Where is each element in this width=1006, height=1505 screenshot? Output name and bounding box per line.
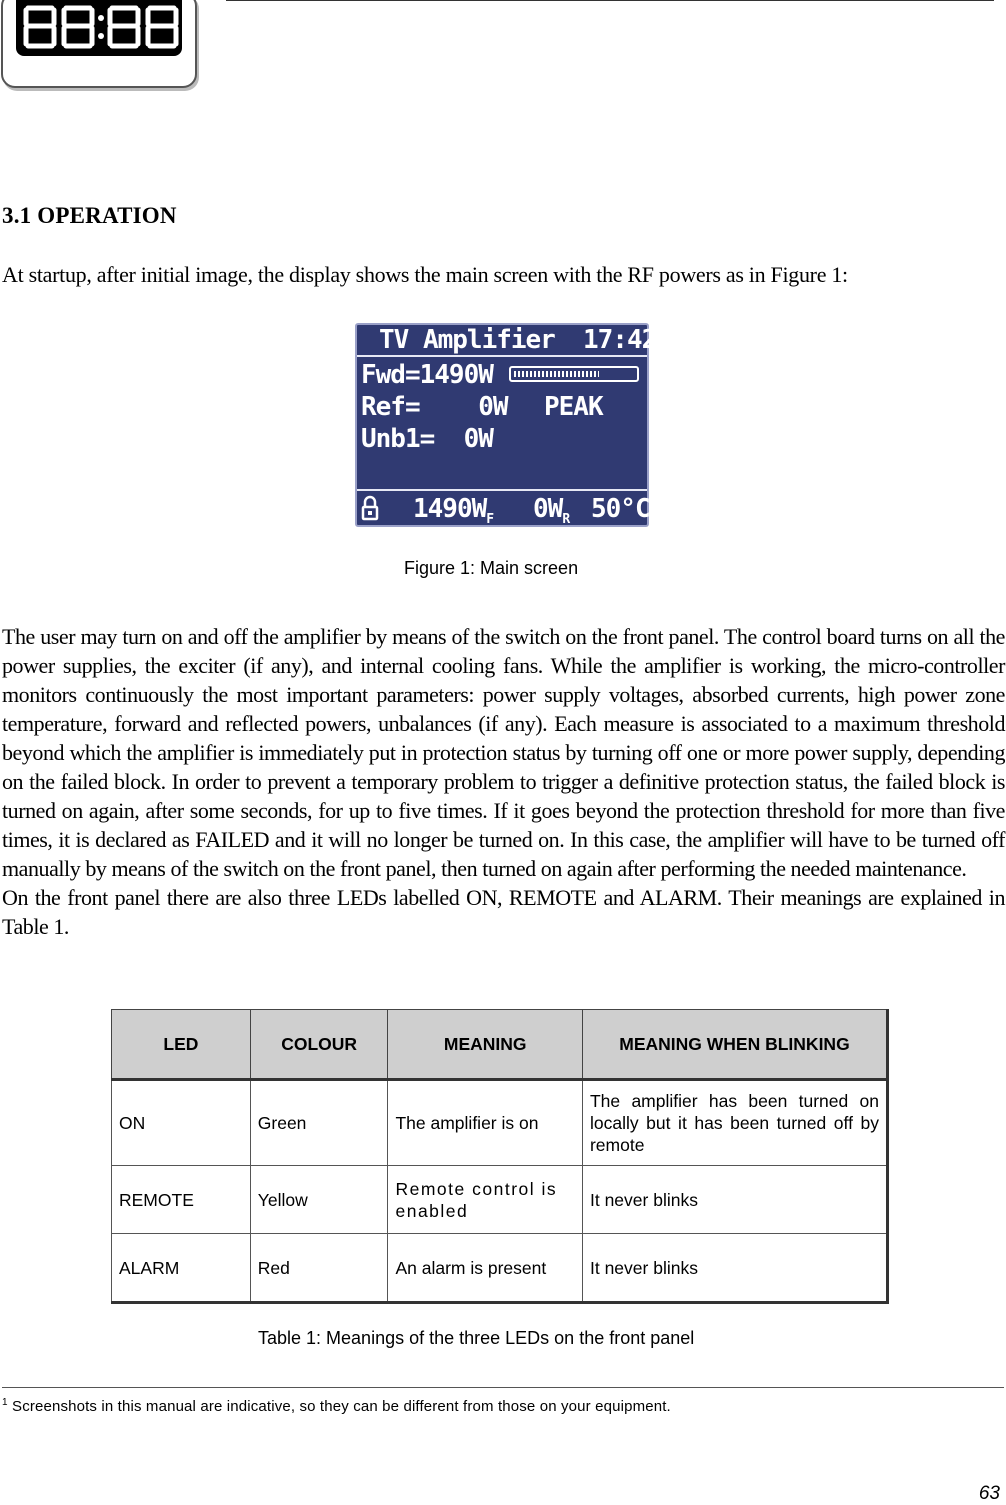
table-cell: Yellow — [250, 1166, 388, 1234]
table-cell: The amplifier is on — [388, 1080, 583, 1166]
seven-segment-clock-icon — [20, 2, 180, 54]
lcd-forward-power: Fwd=1490W — [361, 360, 493, 390]
lcd-forward-total — [413, 495, 493, 534]
lcd-temperature: 50°C — [591, 494, 650, 524]
section-title: 3.1 OPERATION — [2, 203, 177, 228]
table-cell: ALARM — [112, 1234, 251, 1303]
lock-icon — [361, 495, 379, 521]
lcd-reflected-power: Ref= 0W — [361, 392, 508, 422]
table-cell: REMOTE — [112, 1166, 251, 1234]
lcd-main-screen — [355, 323, 657, 527]
column-header: LED — [112, 1010, 251, 1080]
page-number: 63 — [978, 1483, 1000, 1504]
lcd-reflected-total — [533, 495, 569, 534]
led-table — [111, 1009, 889, 1304]
table-row — [112, 1234, 888, 1303]
intro-text: At startup, after initial image, the display shows the main screen with the RF powers as in Figure 1: — [2, 262, 848, 287]
figure-caption: Figure 1: Main screen — [404, 558, 579, 578]
header-rule — [226, 0, 994, 1]
lcd-forward-total-value: 1490W — [413, 494, 487, 524]
lcd-bottom-separator — [357, 489, 647, 491]
lcd-forward-bar-fill — [514, 371, 599, 377]
table-cell: Green — [250, 1080, 388, 1166]
lcd-forward-bar — [509, 366, 639, 382]
table-cell: Remote control is enabled — [388, 1166, 583, 1234]
table-cell: It never blinks — [582, 1234, 887, 1303]
footnote — [2, 1397, 671, 1415]
footnote-text: Screenshots in this manual are indicative, so they can be different from those on your equipment. — [7, 1398, 671, 1415]
lcd-reflected-total-sub: R — [562, 512, 570, 527]
table-caption: Table 1: Meanings of the three LEDs on the front panel — [258, 1328, 695, 1348]
footnote-marker: 1 — [2, 1397, 8, 1408]
body-text — [2, 622, 1005, 941]
table-row — [112, 1080, 888, 1166]
column-header: MEANING WHEN BLINKING — [582, 1010, 887, 1080]
lcd-reflected-total-value: 0W — [533, 494, 563, 524]
lcd-clock: 17:42 — [583, 325, 657, 355]
lcd-peak-label: PEAK — [544, 392, 603, 422]
footnote-rule — [2, 1387, 1004, 1388]
lcd-separator — [357, 355, 647, 357]
lcd-forward-total-sub: F — [486, 512, 494, 527]
table-header-row — [112, 1010, 888, 1080]
lcd-title: TV Amplifier — [379, 325, 555, 355]
table-cell: ON — [112, 1080, 251, 1166]
column-header: MEANING — [388, 1010, 583, 1080]
column-header: COLOUR — [250, 1010, 388, 1080]
lcd-unbalance: Unb1= 0W — [361, 424, 493, 454]
table-cell: It never blinks — [582, 1166, 887, 1234]
table-cell: Red — [250, 1234, 388, 1303]
body-paragraph: On the front panel there are also three LEDs labelled ON, REMOTE and ALARM. Their meanings are explained in Table 1. — [2, 885, 1005, 939]
table-row — [112, 1166, 888, 1234]
table-cell: An alarm is present — [388, 1234, 583, 1303]
body-paragraph: The user may turn on and off the amplifier by means of the switch on the front panel. The control board turns on all the power supplies, the exciter (if any), and internal cooling fans. While the amplifier is working, the micro-controller monitors continuously the most important parameters: power supply voltages, absorbed currents, high power zone temperature, forward and reflected powers, unbalances (if any). Each measure is associated to a maximum threshold beyond which the amplifier is immediately put in protection status by turning off one or more power supply, depending on the failed block. In order to prevent a temporary problem to trigger a definitive protection status, the failed block is turned on again, after some seconds, for up to five times. If it goes beyond the protection threshold for more than five times, it is declared as FAILED and it will no longer be turned on. In this case, the amplifier will have to be turned off manually by means of the switch on the front panel, then turned on again after performing the needed maintenance. — [2, 624, 1005, 881]
table-cell: The amplifier has been turned on locally but it has been turned off by remote — [582, 1080, 887, 1166]
